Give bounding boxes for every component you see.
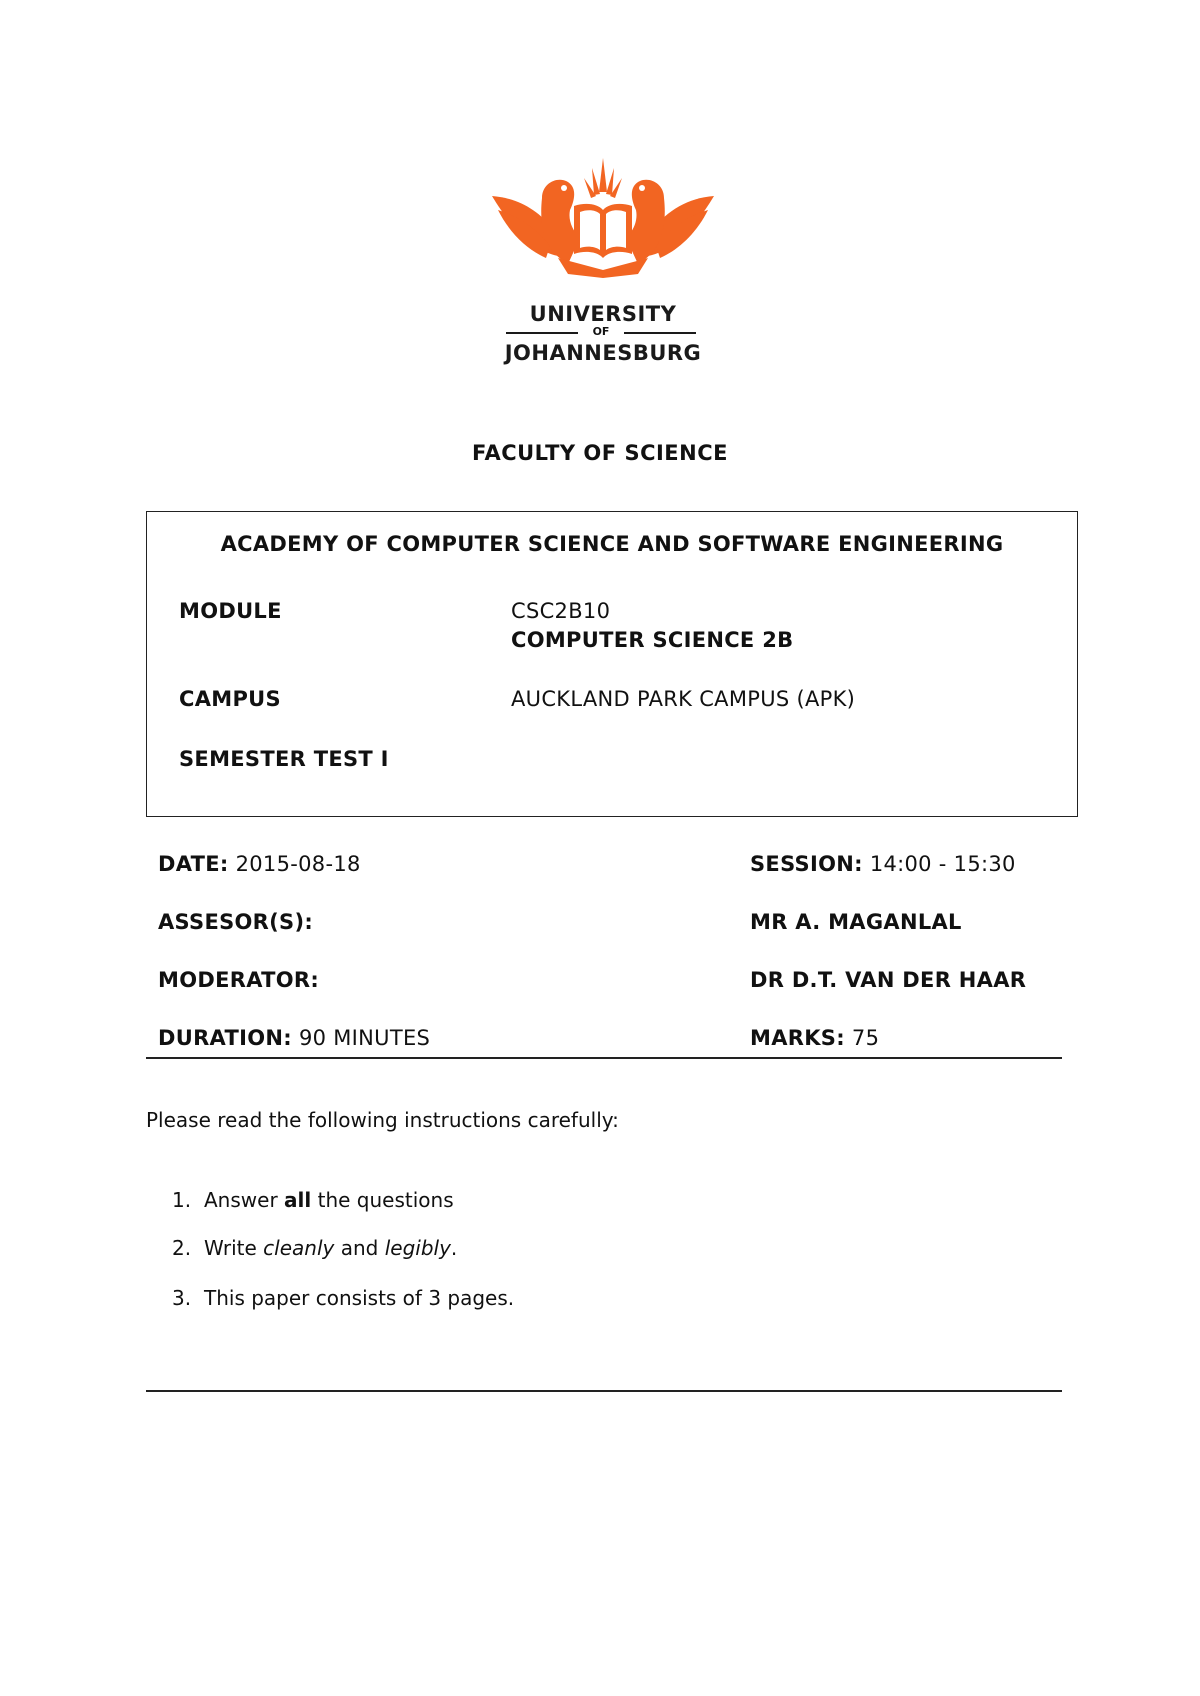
list-text: the questions	[311, 1188, 454, 1212]
moderator-value-text: DR D.T. VAN DER HAAR	[750, 968, 1027, 992]
instructions-intro: Please read the following instructions carefully:	[146, 1108, 619, 1132]
assessor-label	[158, 910, 313, 934]
campus-label: CAMPUS	[179, 687, 281, 711]
assessor-value-text: MR A. MAGANLAL	[750, 910, 962, 934]
campus-value: AUCKLAND PARK CAMPUS (APK)	[511, 687, 856, 711]
list-item	[172, 1286, 514, 1310]
list-item	[172, 1236, 457, 1260]
logo-line-johannesburg: JOHANNESBURG	[504, 341, 702, 365]
session-label: SESSION:	[750, 852, 863, 876]
uj-emblem-icon	[488, 158, 718, 298]
duration-field	[158, 1026, 430, 1050]
marks-field	[750, 1026, 879, 1050]
date-label: DATE:	[158, 852, 229, 876]
list-text-bold: all	[284, 1188, 312, 1212]
moderator-label-text: MODERATOR:	[158, 968, 320, 992]
divider	[624, 332, 696, 334]
list-item	[172, 1188, 454, 1212]
module-code: CSC2B10	[511, 599, 611, 623]
list-number: 1.	[172, 1188, 192, 1212]
faculty-title: FACULTY OF SCIENCE	[472, 441, 728, 465]
moderator-label	[158, 968, 319, 992]
list-text-italic: legibly	[384, 1236, 451, 1260]
assessor-value	[750, 910, 962, 934]
list-text: and	[334, 1236, 385, 1260]
list-number: 2.	[172, 1236, 192, 1260]
list-text-italic: cleanly	[263, 1236, 335, 1260]
logo-line-of: OF	[592, 325, 610, 338]
logo-of-row	[506, 325, 696, 339]
date-field	[158, 852, 361, 876]
marks-value: 75	[851, 1026, 880, 1050]
list-text: .	[450, 1236, 458, 1260]
list-text: Write	[204, 1236, 264, 1260]
test-title: SEMESTER TEST I	[179, 747, 389, 771]
moderator-value	[750, 968, 1026, 992]
session-value: 14:00 - 15:30	[869, 852, 1016, 876]
module-label: MODULE	[179, 599, 282, 623]
divider	[146, 1057, 1062, 1059]
duration-value: 90 MINUTES	[298, 1026, 431, 1050]
duration-label: DURATION:	[158, 1026, 292, 1050]
marks-label: MARKS:	[750, 1026, 845, 1050]
list-text: Answer	[204, 1188, 285, 1212]
date-value: 2015-08-18	[235, 852, 361, 876]
list-number: 3.	[172, 1286, 192, 1310]
logo-line-university: UNIVERSITY	[529, 302, 677, 326]
academy-title: ACADEMY OF COMPUTER SCIENCE AND SOFTWARE ENGINEERING	[220, 532, 1004, 556]
assessor-label-text: ASSESOR(S):	[158, 910, 314, 934]
session-field	[750, 852, 1016, 876]
module-name: COMPUTER SCIENCE 2B	[511, 628, 794, 652]
module-box	[146, 511, 1078, 817]
list-text: This paper consists of 3 pages.	[204, 1286, 515, 1310]
divider	[146, 1390, 1062, 1392]
